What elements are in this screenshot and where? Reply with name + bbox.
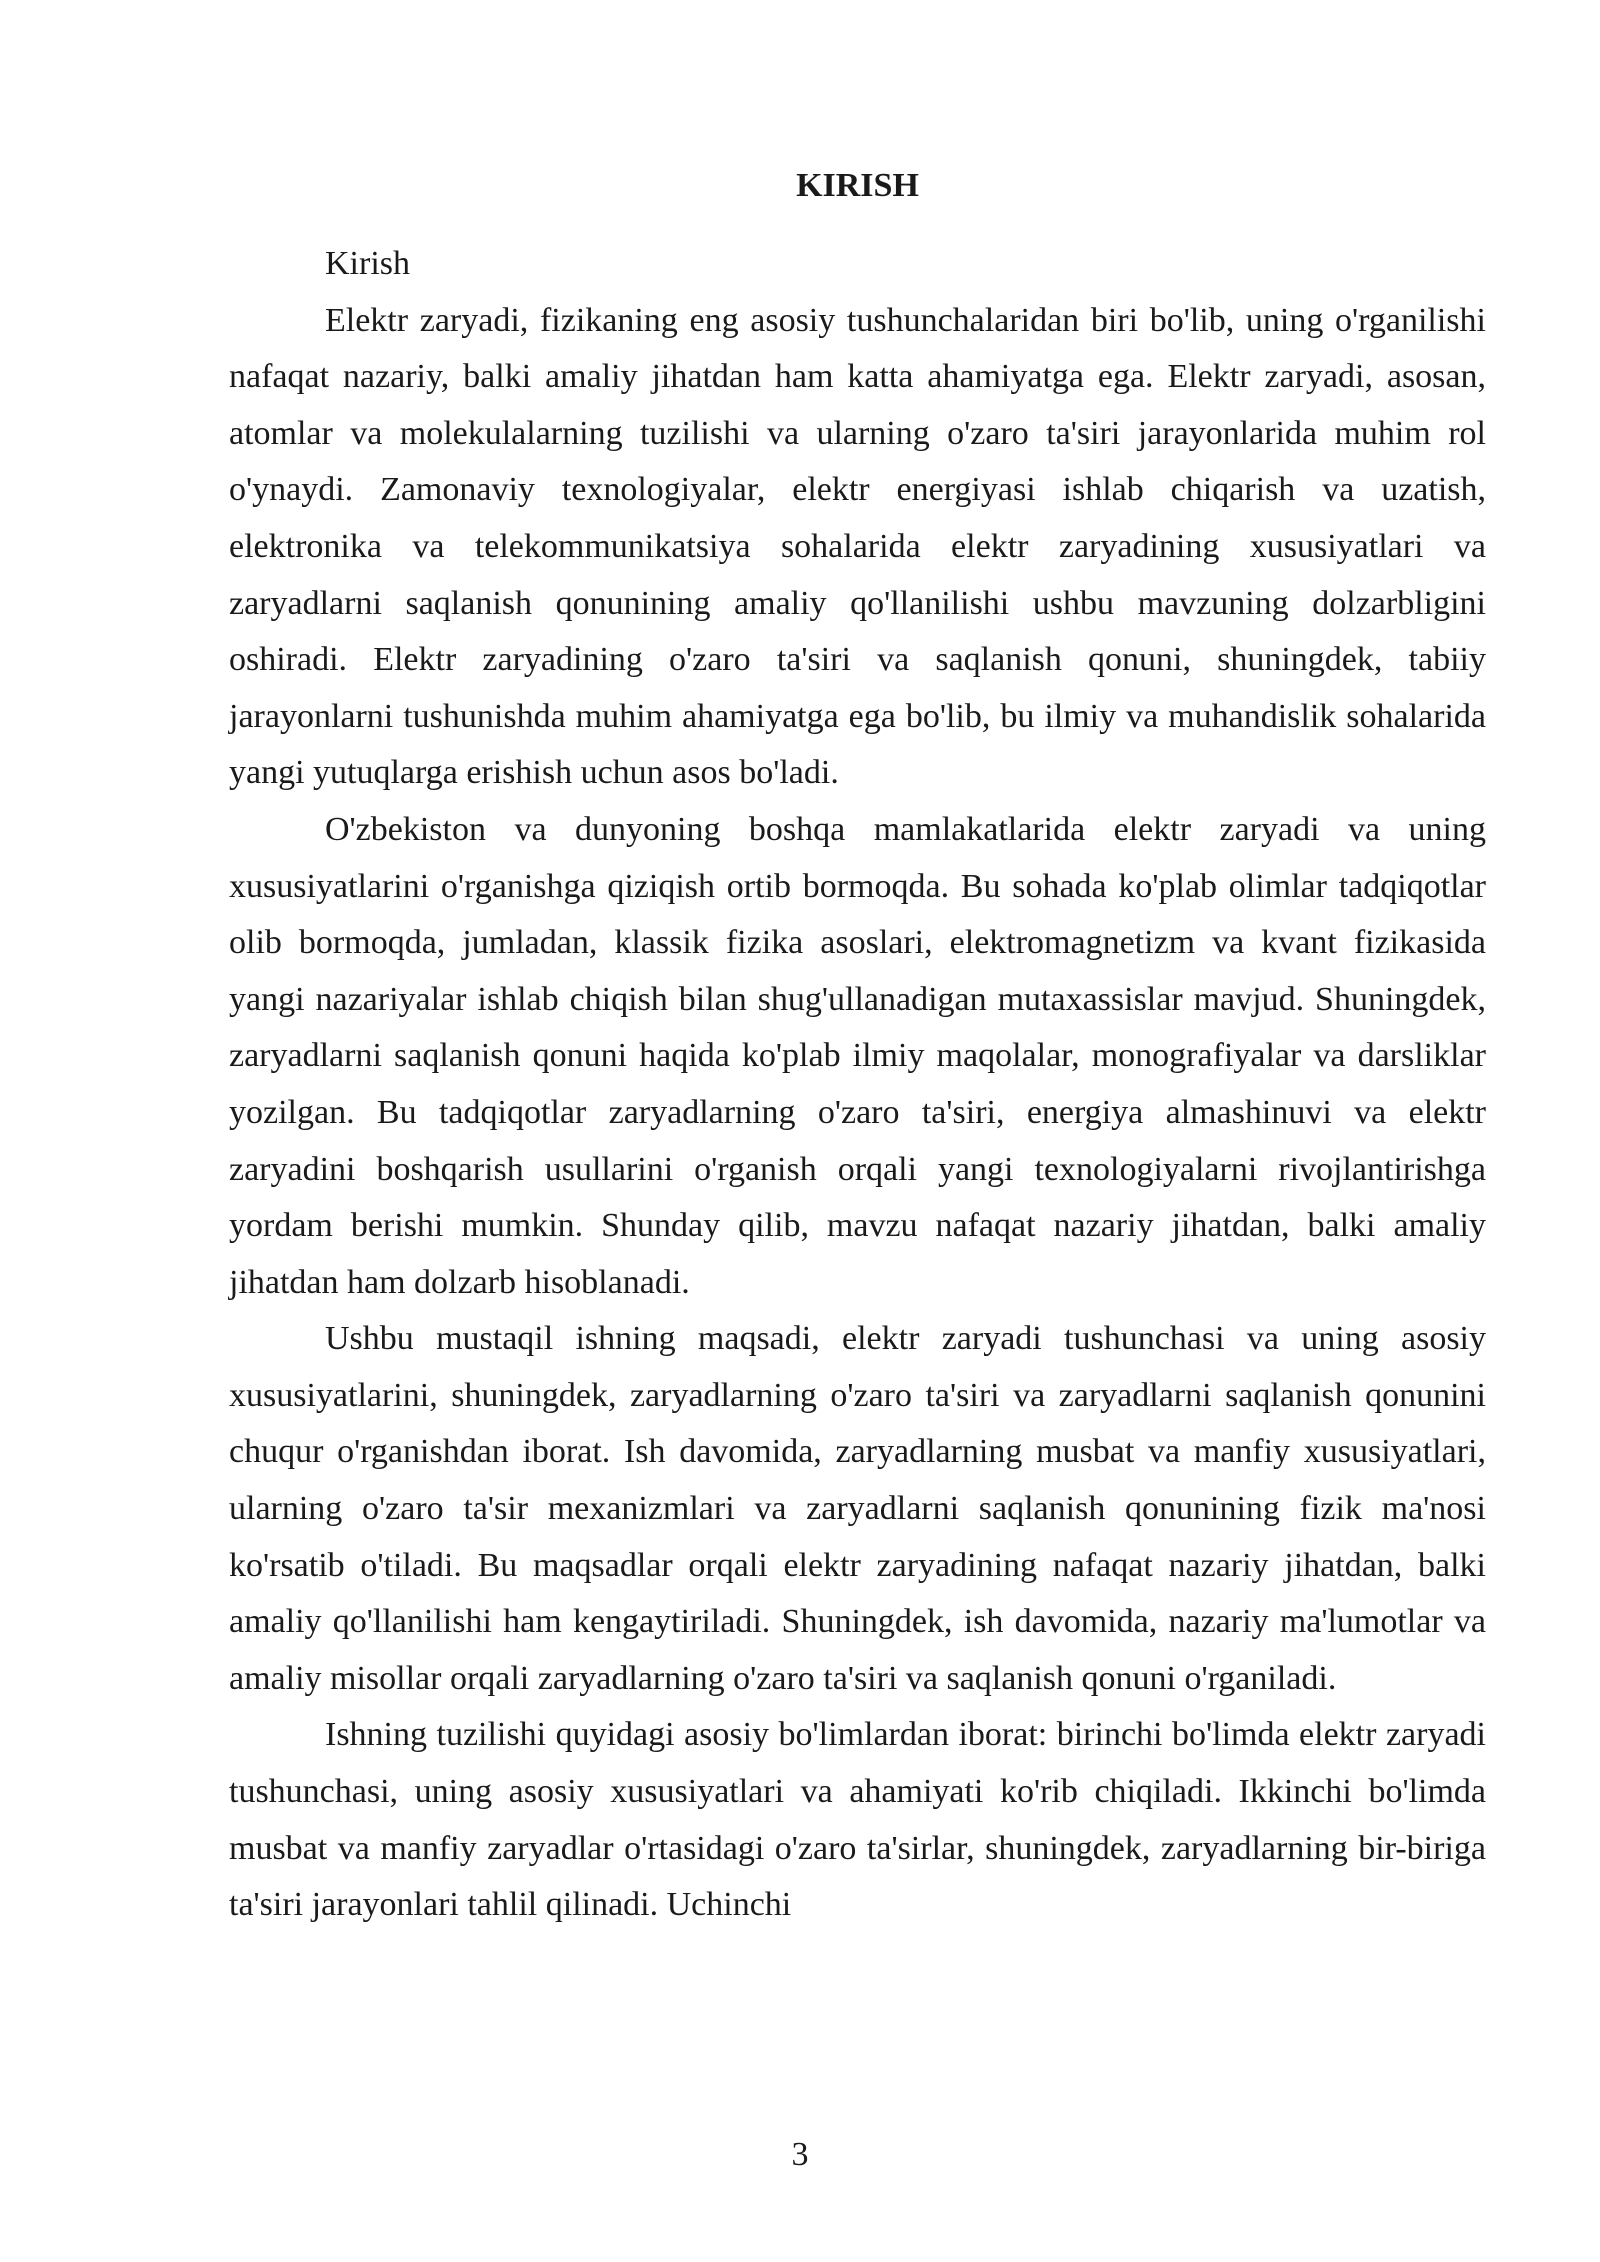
subheading: Kirish [325,245,410,282]
paragraph-1: Elektr zaryadi, fizikaning eng asosiy tushunchalaridan biri bo'lib, uning o'rganilishi nafaqat nazariy, balki amaliy jihatdan ham katta ahamiyatga ega. Elektr zaryadi, asosan, atomlar va molekulalarning tuzilishi va ularning o'zaro ta'siri jarayonlarida muhim rol o'ynaydi. Zamonaviy texnologiyalar, elektr energiyasi ishlab chiqarish va uzatish, elektronika va telekommunikatsiya sohalarida elektr zaryadining xususiyatlari va zaryadlarni saqlanish qonunining amaliy qo'llanilishi ushbu mavzuning dolzarbligini oshiradi. Elektr zaryadining o'zaro ta'siri va saqlanish qonuni, shuningdek, tabiiy jarayonlarni tushunishda muhim ahamiyatga ega bo'lib, bu ilmiy va muhandislik sohalarida yangi yutuqlarga erishish uchun asos bo'ladi. [229,301,1486,792]
paragraph-3: Ushbu mustaqil ishning maqsadi, elektr zaryadi tushunchasi va uning asosiy xususiyatlarini, shuningdek, zaryadlarning o'zaro ta'siri va zaryadlarni saqlanish qonunini chuqur o'rganishdan iborat. Ish davomida, zaryadlarning musbat va manfiy xususiyatlari, ularning o'zaro ta'sir mexanizmlari va zaryadlarni saqlanish qonunining fizik ma'nosi ko'rsatib o'tiladi. Bu maqsadlar orqali elektr zaryadining nafaqat nazariy jihatdan, balki amaliy qo'llanilishi ham kengaytiriladi. Shuningdek, ish davomida, nazariy ma'lumotlar va amaliy misollar orqali zaryadlarning o'zaro ta'siri va saqlanish qonuni o'rganiladi. [229,1320,1486,1697]
page-title: KIRISH [796,167,919,204]
paragraph-2: O'zbekiston va dunyoning boshqa mamlakatlarida elektr zaryadi va uning xususiyatlarini o'rganishga qiziqish ortib bormoqda. Bu sohada ko'plab olimlar tadqiqotlar olib bormoqda, jumladan, klassik fizika asoslari, elektromagnetizm va kvant fizikasida yangi nazariyalar ishlab chiqish bilan shug'ullanadigan mutaxassislar mavjud. Shuningdek, zaryadlarni saqlanish qonuni haqida ko'plab ilmiy maqolalar, monografiyalar va darsliklar yozilgan. Bu tadqiqotlar zaryadlarning o'zaro ta'siri, energiya almashinuvi va elektr zaryadini boshqarish usullarini o'rganish orqali yangi texnologiyalarni rivojlantirishga yordam berishi mumkin. Shunday qilib, mavzu nafaqat nazariy jihatdan, balki amaliy jihatdan ham dolzarb hisoblanadi. [229,810,1486,1301]
page-content [229,160,1486,1934]
page-number: 3 [791,2136,809,2173]
paragraph-4: Ishning tuzilishi quyidagi asosiy bo'limlardan iborat: birinchi bo'limda elektr zaryadi tushunchasi, uning asosiy xususiyatlari va ahamiyati ko'rib chiqiladi. Ikkinchi bo'limda musbat va manfiy zaryadlar o'rtasidagi o'zaro ta'sirlar, shuningdek, zaryadlarning bir-biriga ta'siri jarayonlari tahlil qilinadi. Uchinchi [229,1716,1486,1924]
